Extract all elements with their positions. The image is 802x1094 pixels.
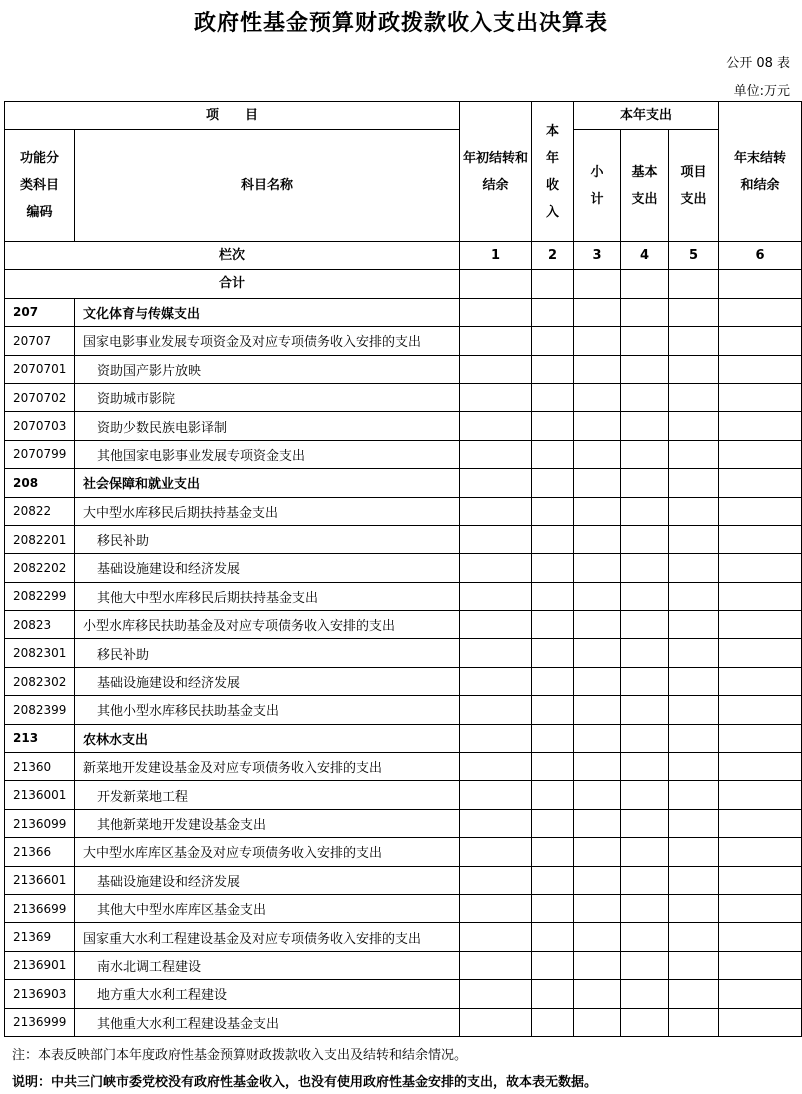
value-cell <box>621 412 669 440</box>
subject-name: 新菜地开发建设基金及对应专项债务收入安排的支出 <box>75 753 460 781</box>
value-cell <box>719 582 802 610</box>
value-cell <box>621 469 669 497</box>
value-cell <box>574 355 621 383</box>
value-cell <box>574 327 621 355</box>
value-cell <box>669 696 719 724</box>
subject-name: 移民补助 <box>75 639 460 667</box>
budget-table <box>4 101 802 1037</box>
value-cell <box>532 270 574 298</box>
value-cell <box>460 582 532 610</box>
value-cell <box>719 724 802 752</box>
subject-name: 资助少数民族电影译制 <box>75 412 460 440</box>
value-cell <box>574 923 621 951</box>
table-row <box>5 497 802 525</box>
value-cell <box>532 923 574 951</box>
subject-name: 南水北调工程建设 <box>75 951 460 979</box>
value-cell <box>621 923 669 951</box>
value-cell <box>621 298 669 326</box>
value-cell <box>532 980 574 1008</box>
value-cell <box>460 753 532 781</box>
value-cell <box>669 440 719 468</box>
subject-name: 农林水支出 <box>75 724 460 752</box>
table-row <box>5 440 802 468</box>
value-cell <box>574 525 621 553</box>
value-cell <box>621 667 669 695</box>
subject-code: 207 <box>5 298 75 326</box>
value-cell <box>669 753 719 781</box>
table-row <box>5 923 802 951</box>
value-cell <box>621 639 669 667</box>
subject-code: 2136999 <box>5 1008 75 1036</box>
value-cell <box>460 497 532 525</box>
value-cell <box>669 923 719 951</box>
value-cell <box>621 866 669 894</box>
value-cell <box>460 440 532 468</box>
form-code: 公开 08 表 <box>726 56 790 71</box>
table-row <box>5 554 802 582</box>
subject-code: 2082202 <box>5 554 75 582</box>
value-cell <box>719 270 802 298</box>
value-cell <box>460 327 532 355</box>
value-cell <box>532 327 574 355</box>
col-num: 3 <box>574 242 621 270</box>
subject-name: 其他大中型水库移民后期扶持基金支出 <box>75 582 460 610</box>
value-cell <box>669 270 719 298</box>
value-cell <box>532 838 574 866</box>
value-cell <box>574 611 621 639</box>
value-cell <box>532 412 574 440</box>
subject-code: 2136901 <box>5 951 75 979</box>
value-cell <box>719 753 802 781</box>
subject-code: 2082299 <box>5 582 75 610</box>
table-row <box>5 639 802 667</box>
value-cell <box>460 923 532 951</box>
value-cell <box>574 696 621 724</box>
value-cell <box>532 582 574 610</box>
value-cell <box>460 298 532 326</box>
table-row <box>5 667 802 695</box>
value-cell <box>532 894 574 922</box>
value-cell <box>621 582 669 610</box>
value-cell <box>621 383 669 411</box>
subject-code: 21360 <box>5 753 75 781</box>
table-row <box>5 809 802 837</box>
value-cell <box>532 781 574 809</box>
value-cell <box>719 327 802 355</box>
subject-code: 2136601 <box>5 866 75 894</box>
value-cell <box>719 866 802 894</box>
value-cell <box>574 894 621 922</box>
value-cell <box>669 355 719 383</box>
value-cell <box>669 724 719 752</box>
subject-name: 移民补助 <box>75 525 460 553</box>
value-cell <box>460 809 532 837</box>
subject-name: 基础设施建设和经济发展 <box>75 866 460 894</box>
value-cell <box>669 412 719 440</box>
subject-code: 2070702 <box>5 383 75 411</box>
subject-code: 2082301 <box>5 639 75 667</box>
subject-name: 基础设施建设和经济发展 <box>75 554 460 582</box>
value-cell <box>460 781 532 809</box>
value-cell <box>719 440 802 468</box>
value-cell <box>719 781 802 809</box>
value-cell <box>719 951 802 979</box>
subject-code: 2070799 <box>5 440 75 468</box>
value-cell <box>621 894 669 922</box>
subject-name: 其他小型水库移民扶助基金支出 <box>75 696 460 724</box>
value-cell <box>669 781 719 809</box>
value-cell <box>532 866 574 894</box>
value-cell <box>574 753 621 781</box>
header-project-exp: 项目支出 <box>669 130 719 242</box>
subject-name: 社会保障和就业支出 <box>75 469 460 497</box>
value-cell <box>574 667 621 695</box>
value-cell <box>669 980 719 1008</box>
header-subtotal: 小计 <box>574 130 621 242</box>
value-cell <box>719 554 802 582</box>
table-row <box>5 298 802 326</box>
value-cell <box>719 1008 802 1036</box>
value-cell <box>719 696 802 724</box>
value-cell <box>460 866 532 894</box>
explanation: 说明：中共三门峡市委党校没有政府性基金收入，也没有使用政府性基金安排的支出，故本表无数据。 <box>12 1075 598 1090</box>
value-cell <box>621 724 669 752</box>
col-num: 6 <box>719 242 802 270</box>
value-cell <box>574 469 621 497</box>
subject-code: 208 <box>5 469 75 497</box>
value-cell <box>669 497 719 525</box>
value-cell <box>621 980 669 1008</box>
value-cell <box>621 440 669 468</box>
value-cell <box>460 1008 532 1036</box>
value-cell <box>532 440 574 468</box>
table-row <box>5 469 802 497</box>
value-cell <box>621 327 669 355</box>
value-cell <box>621 838 669 866</box>
value-cell <box>574 639 621 667</box>
value-cell <box>621 1008 669 1036</box>
value-cell <box>460 469 532 497</box>
value-cell <box>574 781 621 809</box>
value-cell <box>460 696 532 724</box>
subject-name: 其他重大水利工程建设基金支出 <box>75 1008 460 1036</box>
table-row <box>5 951 802 979</box>
value-cell <box>719 667 802 695</box>
table-row <box>5 866 802 894</box>
table-row <box>5 1008 802 1036</box>
value-cell <box>621 611 669 639</box>
table-row <box>5 838 802 866</box>
header-expense-group: 本年支出 <box>574 102 719 130</box>
value-cell <box>532 951 574 979</box>
value-cell <box>669 639 719 667</box>
value-cell <box>532 525 574 553</box>
value-cell <box>460 894 532 922</box>
value-cell <box>460 838 532 866</box>
total-label: 合计 <box>5 270 460 298</box>
subject-name: 国家重大水利工程建设基金及对应专项债务收入安排的支出 <box>75 923 460 951</box>
subject-code: 2070701 <box>5 355 75 383</box>
col-num: 5 <box>669 242 719 270</box>
header-subject-name: 科目名称 <box>75 130 460 242</box>
value-cell <box>719 894 802 922</box>
value-cell <box>621 554 669 582</box>
subject-code: 20823 <box>5 611 75 639</box>
col-num: 2 <box>532 242 574 270</box>
col-num: 1 <box>460 242 532 270</box>
value-cell <box>669 327 719 355</box>
header-income: 本年收入 <box>532 102 574 242</box>
value-cell <box>574 270 621 298</box>
subject-code: 20822 <box>5 497 75 525</box>
subject-code: 21366 <box>5 838 75 866</box>
value-cell <box>669 469 719 497</box>
value-cell <box>669 866 719 894</box>
col-num: 4 <box>621 242 669 270</box>
value-cell <box>574 980 621 1008</box>
value-cell <box>669 809 719 837</box>
value-cell <box>621 497 669 525</box>
value-cell <box>574 951 621 979</box>
value-cell <box>621 525 669 553</box>
value-cell <box>719 497 802 525</box>
value-cell <box>574 724 621 752</box>
subject-code: 20707 <box>5 327 75 355</box>
subject-name: 开发新菜地工程 <box>75 781 460 809</box>
subject-code: 2136699 <box>5 894 75 922</box>
table-row <box>5 724 802 752</box>
value-cell <box>574 1008 621 1036</box>
subject-code: 213 <box>5 724 75 752</box>
table-row <box>5 696 802 724</box>
value-cell <box>460 980 532 1008</box>
value-cell <box>460 667 532 695</box>
subject-code: 21369 <box>5 923 75 951</box>
value-cell <box>532 753 574 781</box>
value-cell <box>574 412 621 440</box>
value-cell <box>460 554 532 582</box>
value-cell <box>669 525 719 553</box>
value-cell <box>621 809 669 837</box>
value-cell <box>719 809 802 837</box>
subject-name: 小型水库移民扶助基金及对应专项债务收入安排的支出 <box>75 611 460 639</box>
value-cell <box>669 1008 719 1036</box>
value-cell <box>621 781 669 809</box>
value-cell <box>460 525 532 553</box>
subject-name: 国家电影事业发展专项资金及对应专项债务收入安排的支出 <box>75 327 460 355</box>
value-cell <box>532 383 574 411</box>
value-cell <box>621 270 669 298</box>
table-row <box>5 582 802 610</box>
value-cell <box>621 753 669 781</box>
value-cell <box>532 809 574 837</box>
page-title: 政府性基金预算财政拨款收入支出决算表 <box>193 11 608 36</box>
value-cell <box>719 469 802 497</box>
value-cell <box>719 355 802 383</box>
value-cell <box>669 611 719 639</box>
value-cell <box>574 298 621 326</box>
subject-name: 文化体育与传媒支出 <box>75 298 460 326</box>
value-cell <box>460 412 532 440</box>
value-cell <box>460 951 532 979</box>
value-cell <box>719 383 802 411</box>
value-cell <box>669 582 719 610</box>
value-cell <box>460 355 532 383</box>
value-cell <box>574 838 621 866</box>
subject-name: 大中型水库库区基金及对应专项债务收入安排的支出 <box>75 838 460 866</box>
value-cell <box>532 1008 574 1036</box>
subject-name: 资助国产影片放映 <box>75 355 460 383</box>
value-cell <box>719 412 802 440</box>
subject-name: 其他新菜地开发建设基金支出 <box>75 809 460 837</box>
subject-code: 2136099 <box>5 809 75 837</box>
value-cell <box>532 497 574 525</box>
value-cell <box>532 298 574 326</box>
value-cell <box>532 469 574 497</box>
value-cell <box>719 611 802 639</box>
table-row <box>5 525 802 553</box>
value-cell <box>532 639 574 667</box>
value-cell <box>532 355 574 383</box>
value-cell <box>574 497 621 525</box>
unit-label: 单位:万元 <box>733 84 790 99</box>
subject-code: 2070703 <box>5 412 75 440</box>
subject-code: 2082399 <box>5 696 75 724</box>
value-cell <box>532 724 574 752</box>
table-row <box>5 894 802 922</box>
value-cell <box>621 355 669 383</box>
value-cell <box>719 980 802 1008</box>
column-row-label: 栏次 <box>5 242 460 270</box>
value-cell <box>574 809 621 837</box>
value-cell <box>460 611 532 639</box>
subject-code: 2136903 <box>5 980 75 1008</box>
subject-code: 2082201 <box>5 525 75 553</box>
value-cell <box>669 894 719 922</box>
subject-name: 其他大中型水库库区基金支出 <box>75 894 460 922</box>
value-cell <box>719 639 802 667</box>
footnote: 注：本表反映部门本年度政府性基金预算财政拨款收入支出及结转和结余情况。 <box>12 1048 468 1063</box>
table-row <box>5 383 802 411</box>
table-row <box>5 781 802 809</box>
value-cell <box>669 667 719 695</box>
subject-code: 2082302 <box>5 667 75 695</box>
value-cell <box>719 923 802 951</box>
value-cell <box>669 298 719 326</box>
value-cell <box>719 525 802 553</box>
value-cell <box>532 696 574 724</box>
table-row <box>5 327 802 355</box>
value-cell <box>719 838 802 866</box>
value-cell <box>719 298 802 326</box>
subject-name: 大中型水库移民后期扶持基金支出 <box>75 497 460 525</box>
header-begin-balance: 年初结转和结余 <box>460 102 532 242</box>
value-cell <box>460 270 532 298</box>
header-func-code: 功能分类科目编码 <box>5 130 75 242</box>
value-cell <box>669 951 719 979</box>
value-cell <box>574 383 621 411</box>
total-row <box>5 270 802 298</box>
value-cell <box>460 383 532 411</box>
value-cell <box>460 639 532 667</box>
subject-code: 2136001 <box>5 781 75 809</box>
value-cell <box>574 582 621 610</box>
table-row <box>5 611 802 639</box>
subject-name: 资助城市影院 <box>75 383 460 411</box>
value-cell <box>669 383 719 411</box>
value-cell <box>621 696 669 724</box>
header-basic: 基本支出 <box>621 130 669 242</box>
value-cell <box>532 611 574 639</box>
value-cell <box>621 951 669 979</box>
value-cell <box>669 554 719 582</box>
table-row <box>5 355 802 383</box>
value-cell <box>574 440 621 468</box>
table-row <box>5 753 802 781</box>
value-cell <box>574 866 621 894</box>
value-cell <box>532 667 574 695</box>
header-project: 项 目 <box>5 102 460 130</box>
subject-name: 其他国家电影事业发展专项资金支出 <box>75 440 460 468</box>
header-end-balance: 年末结转和结余 <box>719 102 802 242</box>
table-row <box>5 412 802 440</box>
table-row <box>5 980 802 1008</box>
value-cell <box>574 554 621 582</box>
subject-name: 基础设施建设和经济发展 <box>75 667 460 695</box>
value-cell <box>532 554 574 582</box>
subject-name: 地方重大水利工程建设 <box>75 980 460 1008</box>
value-cell <box>460 724 532 752</box>
value-cell <box>669 838 719 866</box>
